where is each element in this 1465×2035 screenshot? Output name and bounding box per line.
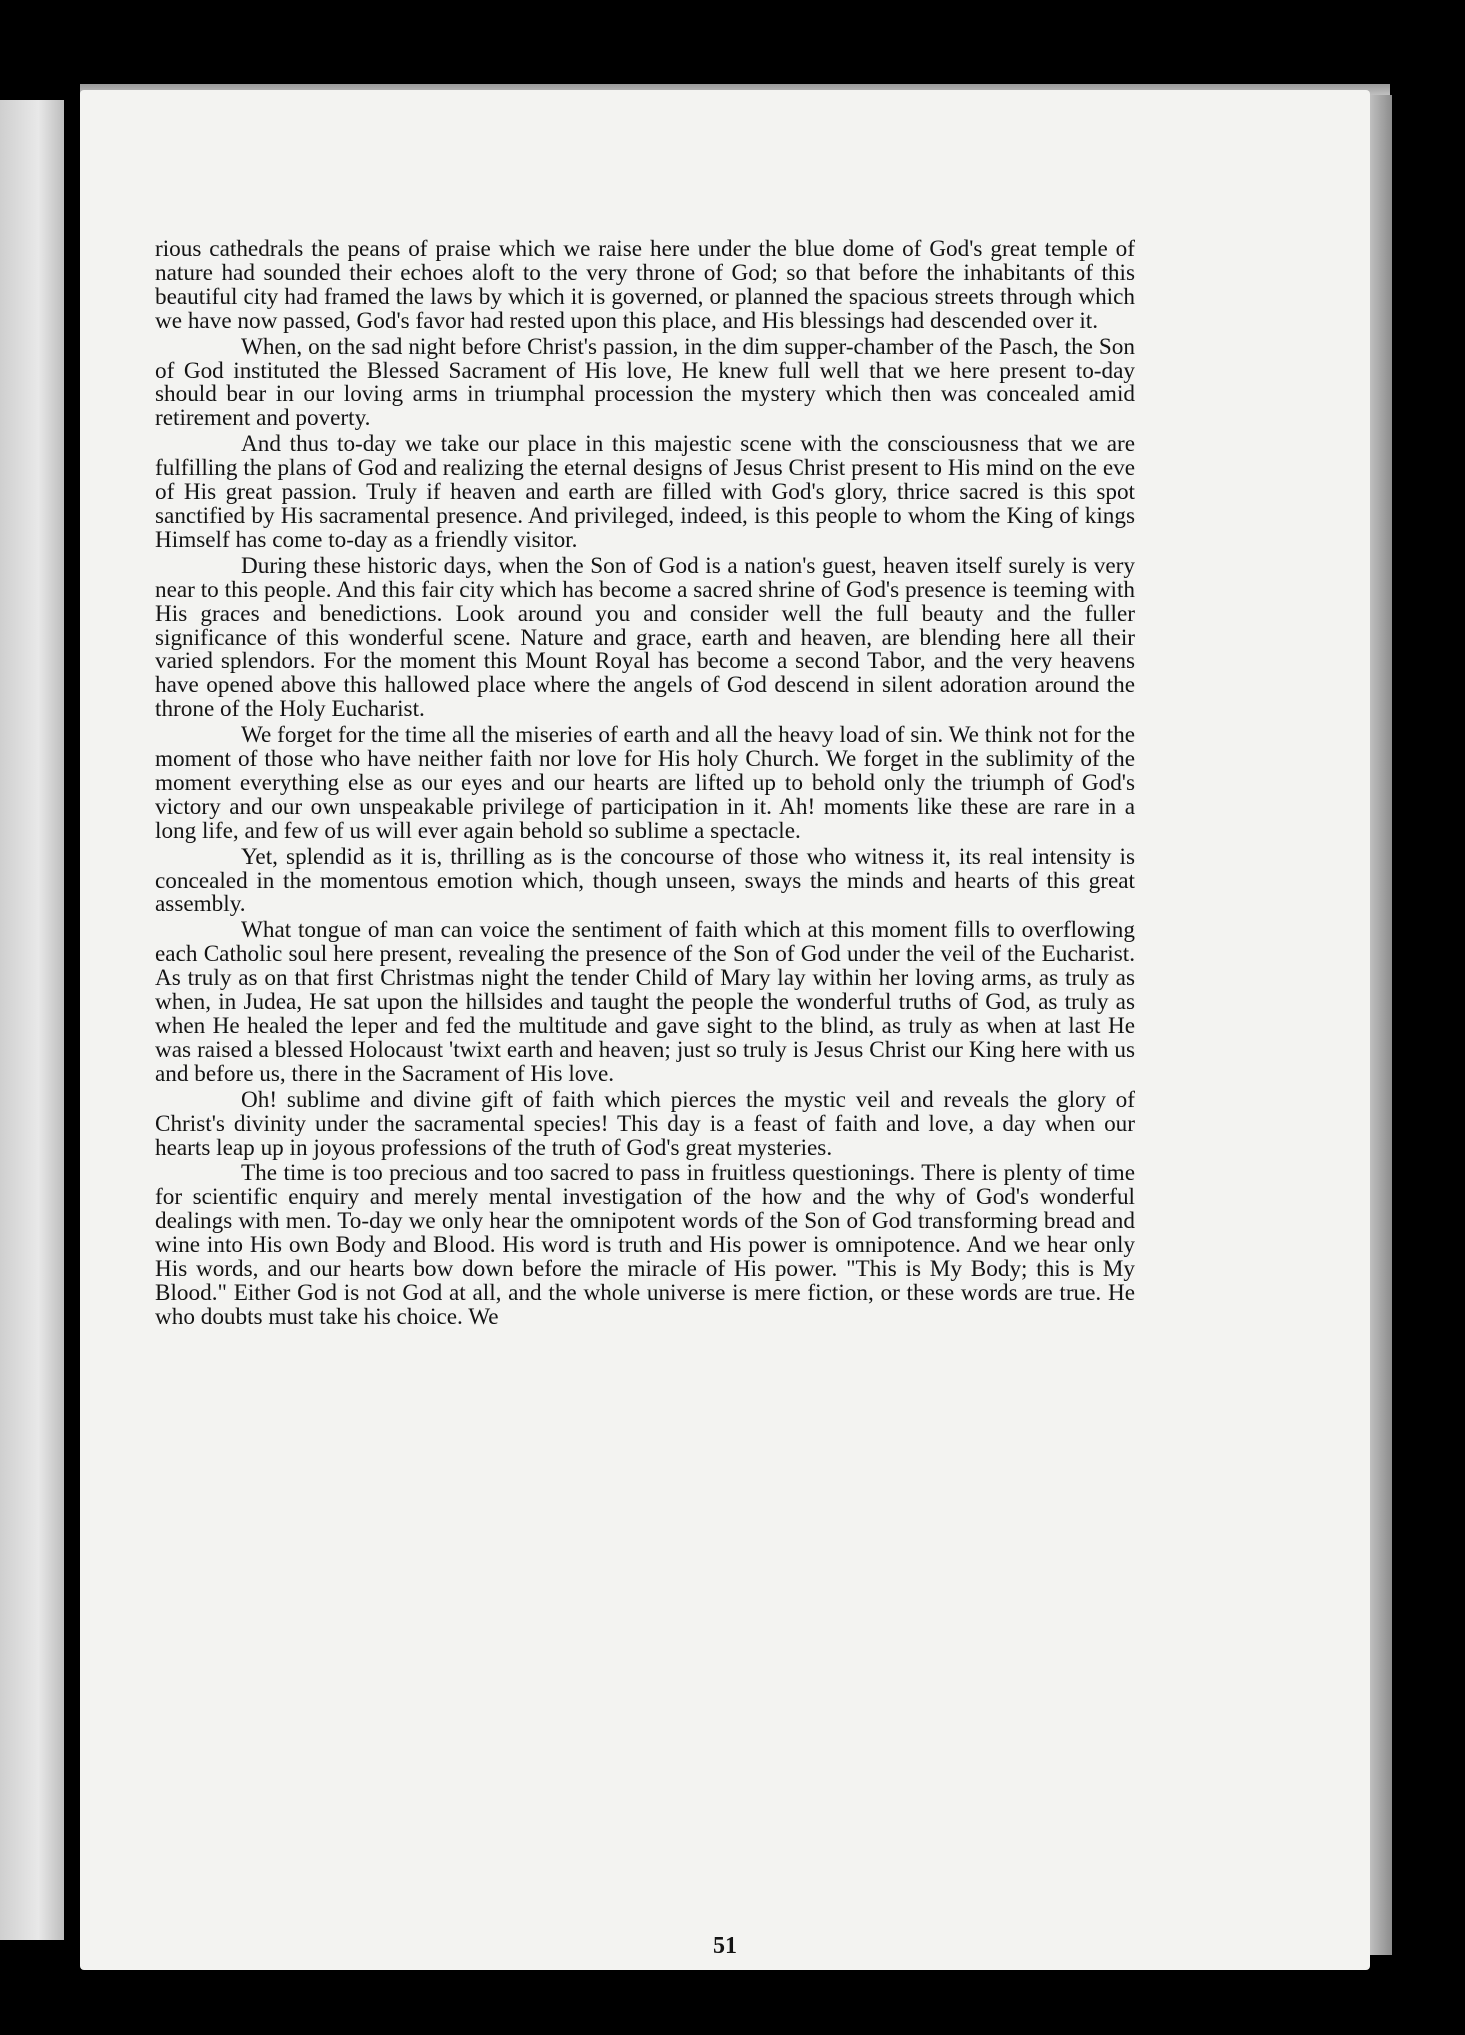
facing-page-edge [0,100,64,1940]
body-text [155,238,1135,1332]
paragraph: And thus to-day we take our place in this majestic scene with the consciousness that we are fulfilling the plans of God and realizing the eternal designs of Jesus Christ present to His mind on the eve of His great passion. Truly if heaven and earth are filled with God's glory, thrice sacred is this spot sanctified by His sacramental presence. And privileged, indeed, is this people to whom the King of kings Himself has come to-day as a friendly visitor. [155,431,1135,553]
paragraph: When, on the sad night before Christ's passion, in the dim supper-chamber of the Pasch, the Son of God instituted the Blessed Sacrament of His love, He knew full well that we here present to-day should bear in our loving arms in triumphal procession the mystery which then was concealed amid retirement and poverty. [155,333,1135,432]
paragraph: rious cathedrals the peans of praise which we raise here under the blue dome of God's great temple of nature had sounded their echoes aloft to the very throne of God; so that before the inhabitants of this beautiful city had framed the laws by which it is governed, or planned the spacious streets through which we have now passed, God's favor had rested upon this place, and His blessings had descended over it. [155,236,1135,334]
paragraph: Oh! sublime and divine gift of faith which pierces the mystic veil and reveals the glory of Christ's divinity under the sacramental species! This day is a feast of faith and love, a day when our hearts leap up in joyous professions of the truth of God's great mysteries. [155,1086,1135,1161]
paragraph: During these historic days, when the Son of God is a nation's guest, heaven itself surely is very near to this people. And this fair city which has become a sacred shrine of God's presence is teeming with His graces and benedictions. Look around you and consider well the full beauty and the fuller significance of this wonderful scene. Nature and grace, earth and heaven, are blending here all their varied splendors. For the moment this Mount Royal has become a second Tabor, and the very heavens have opened above this hallowed place where the angels of God descend in silent adoration around the throne of the Holy Eucharist. [155,552,1135,723]
page-right-edge [1370,95,1392,1955]
paragraph: Yet, splendid as it is, thrilling as is the concourse of those who witness it, its real intensity is concealed in the momentous emotion which, though unseen, sways the minds and hearts of this great assembly. [155,843,1135,918]
paragraph: We forget for the time all the miseries of earth and all the heavy load of sin. We think not for the moment of those who have neither faith nor love for His holy Church. We forget in the sublimity of the moment everything else as our eyes and our hearts are lifted up to behold only the triumph of God's victory and our own unspeakable privilege of participation in it. Ah! moments like these are rare in a long life, and few of us will ever again behold so sublime a spectacle. [155,722,1135,844]
paragraph: The time is too precious and too sacred to pass in fruitless questionings. There is plenty of time for scientific enquiry and merely mental investigation of the how and the why of God's wonderful dealings with men. To-day we only hear the omnipotent words of the Son of God transforming bread and wine into His own Body and Blood. His word is truth and His power is omnipotence. And we hear only His words, and our hearts bow down before the miracle of His power. "This is My Body; this is My Blood." Either God is not God at all, and the whole universe is mere fiction, or these words are true. He who doubts must take his choice. We [155,1160,1135,1330]
page-number: 51 [713,1933,737,1959]
paragraph: What tongue of man can voice the sentiment of faith which at this moment fills to overflowing each Catholic soul here present, revealing the presence of the Son of God under the veil of the Eucharist. As truly as on that first Christmas night the tender Child of Mary lay within her loving arms, as truly as when, in Judea, He sat upon the hillsides and taught the people the wonderful truths of God, as truly as when He healed the leper and fed the multitude and gave sight to the blind, as truly as when at last He was raised a blessed Holocaust 'twixt earth and heaven; just so truly is Jesus Christ our King here with us and before us, there in the Sacrament of His love. [155,917,1135,1087]
